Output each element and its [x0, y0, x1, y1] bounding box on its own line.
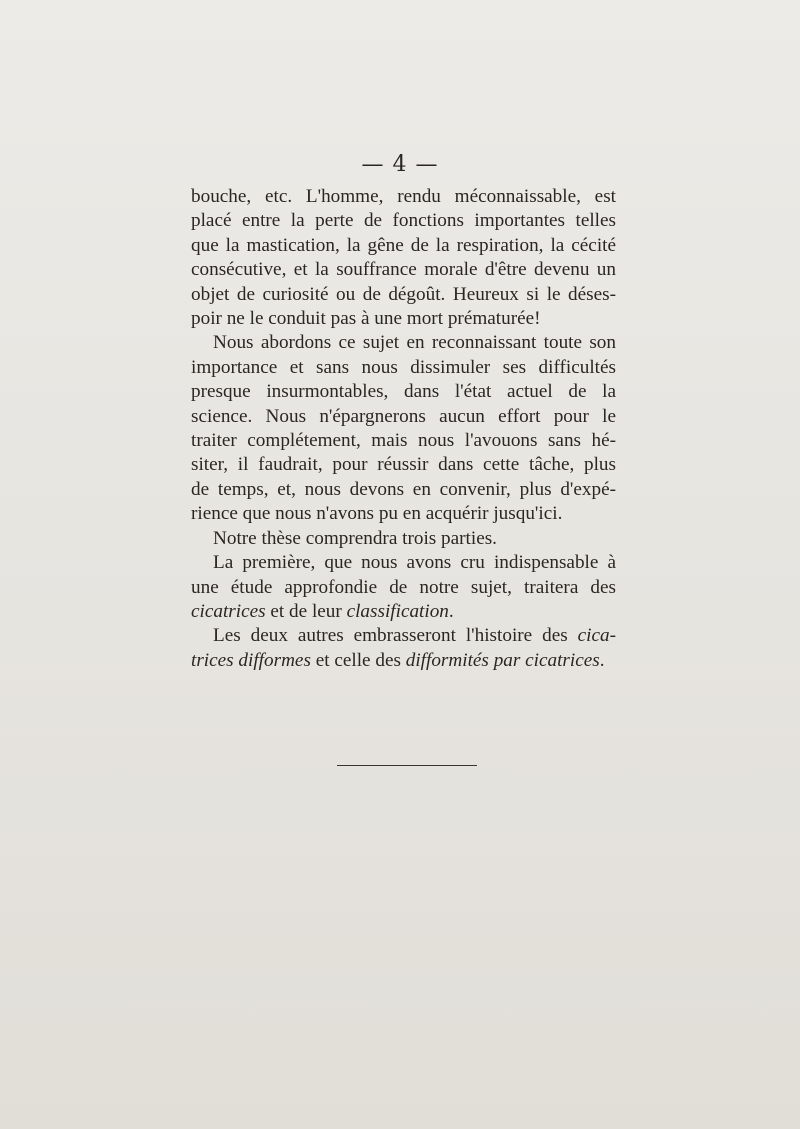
- text-line: objet de curiosité ou de dégoût. Heureux si le déses-: [191, 283, 616, 305]
- text-fragment: et celle des: [315, 649, 401, 671]
- paragraph-1: [191, 185, 616, 331]
- body-text: [191, 185, 616, 673]
- italic-term: trices difformes: [191, 649, 311, 671]
- text-line: [191, 649, 616, 673]
- text-line: siter, il faudrait, pour réussir dans cette tâche, plus: [191, 454, 616, 476]
- text-line: placé entre la perte de fonctions importantes telles: [191, 210, 616, 232]
- page-number: — 4 —: [361, 152, 439, 177]
- text-line: une étude approfondie de notre sujet, traitera des: [191, 576, 616, 598]
- italic-term: classification: [346, 600, 449, 622]
- text-line: Nous abordons ce sujet en reconnaissant toute son: [213, 332, 616, 354]
- text-line: [191, 624, 616, 648]
- text-line: rience que nous n'avons pu en acquérir jusqu'ici.: [191, 503, 563, 525]
- paragraph-5: [191, 624, 616, 673]
- text-fragment: Les deux autres embrasseront l'histoire des: [213, 625, 568, 647]
- text-line: que la mastication, la gêne de la respiration, la cécité: [191, 234, 616, 256]
- section-rule: [337, 765, 477, 766]
- paragraph-3: [191, 527, 616, 551]
- text-fragment: et de leur: [270, 600, 342, 622]
- text-fragment: .: [448, 600, 454, 622]
- text-line: La première, que nous avons cru indispensable à: [213, 552, 616, 574]
- italic-term: difformités par cicatrices: [405, 649, 600, 671]
- text-line: science. Nous n'épargnerons aucun effort pour le: [191, 405, 616, 427]
- paragraph-4: [191, 551, 616, 624]
- text-line: poir ne le conduit pas à une mort prématurée!: [191, 308, 541, 330]
- text-line: traiter complétement, mais nous l'avouons sans hé-: [191, 430, 616, 452]
- italic-term: cicatrices: [191, 600, 266, 622]
- text-line: presque insurmontables, dans l'état actuel de la: [191, 381, 616, 403]
- italic-term: cica-: [577, 625, 616, 647]
- text-line: bouche, etc. L'homme, rendu méconnaissable, est: [191, 186, 616, 207]
- text-line: importance et sans nous dissimuler ses difficultés: [191, 356, 616, 378]
- text-line: consécutive, et la souffrance morale d'être devenu un: [191, 259, 616, 281]
- paragraph-2: [191, 331, 616, 526]
- text-line: de temps, et, nous devons en convenir, plus d'expé-: [191, 478, 616, 500]
- text-line: Notre thèse comprendra trois parties.: [213, 527, 497, 549]
- text-fragment: .: [599, 649, 605, 671]
- text-line: [191, 600, 616, 624]
